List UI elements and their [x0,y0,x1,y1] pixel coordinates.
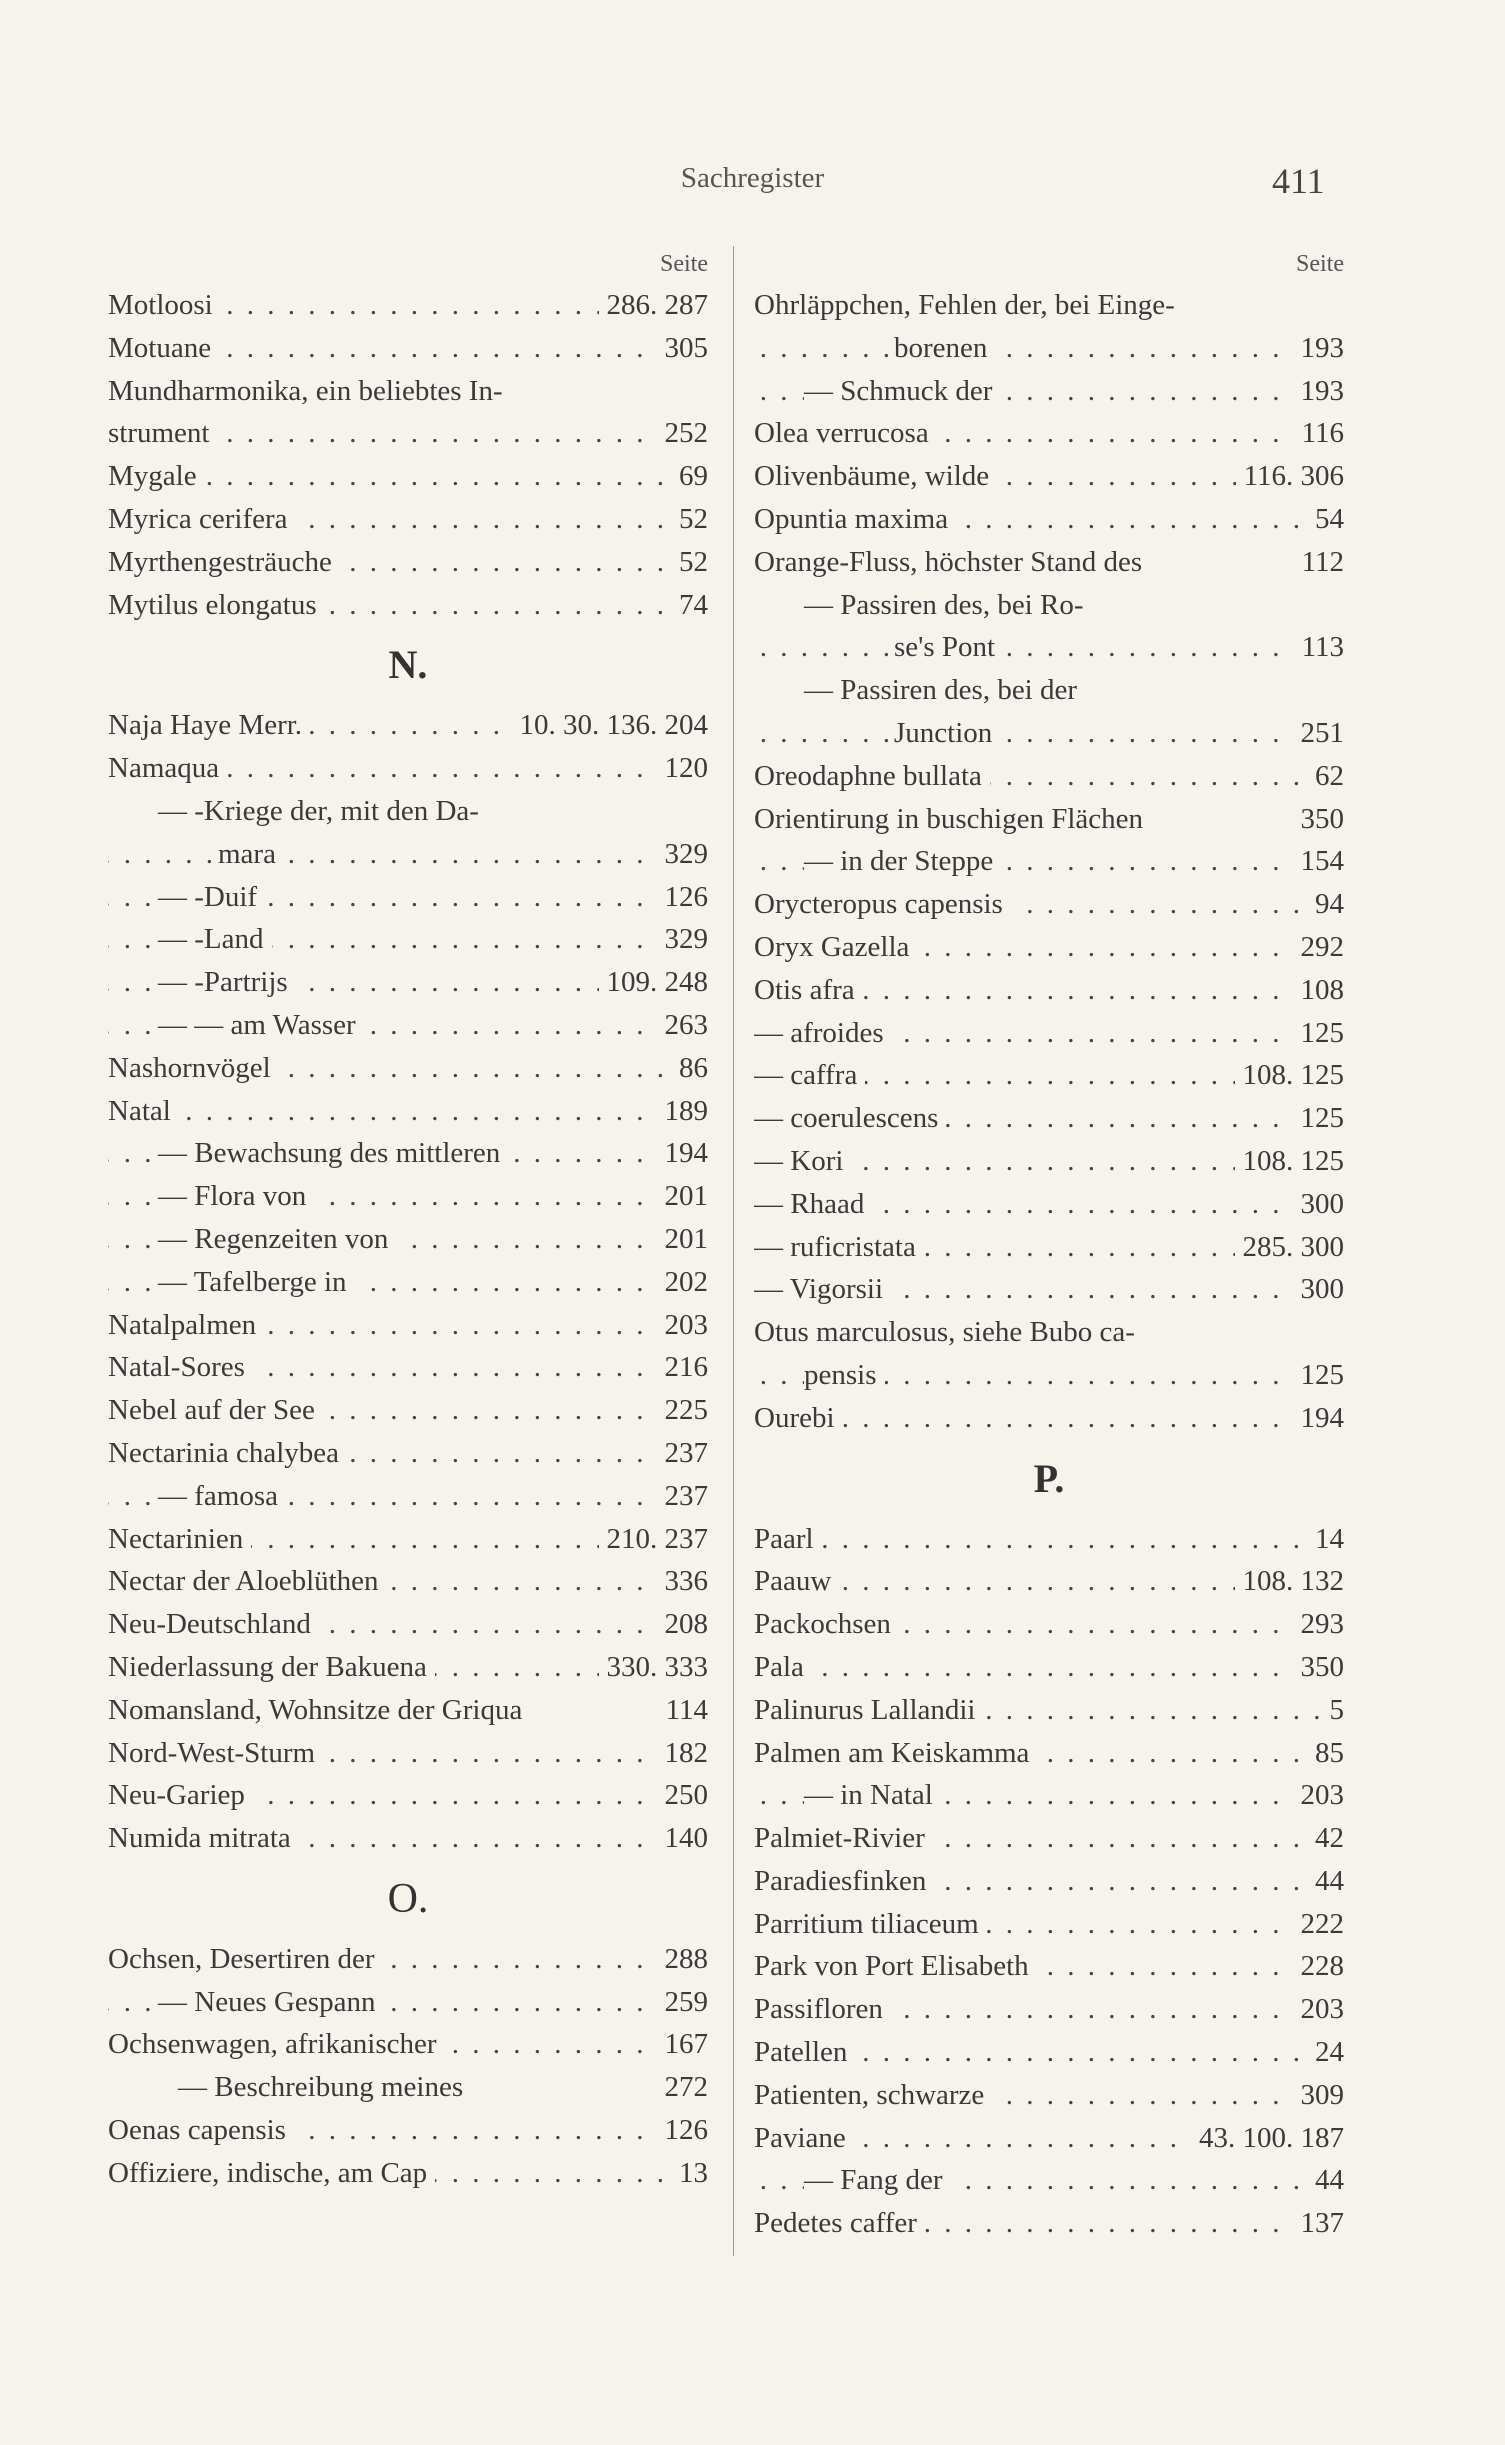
entry-pages: 252 [657,412,709,455]
entry-pages: 126 [657,876,709,919]
entry-term: . . . Niederlassung der Bakuena [108,1646,435,1689]
index-entry [108,1218,708,1261]
index-entry [754,1646,1344,1689]
index-entry [108,747,708,790]
index-entry [108,1560,708,1603]
entry-term: . . . Ourebi [754,1397,843,1440]
entry-term: . . . — Vigorsii [754,1268,891,1311]
entry-term: . . . — Schmuck der [804,370,1000,413]
entry-term: . . . se's Pont [894,626,1003,669]
entry-pages: 44 [1307,1860,1344,1903]
entry-pages: 182 [657,1732,709,1775]
entry-pages: 116. 306 [1236,455,1344,498]
index-entry [108,790,708,833]
index-entry [108,1732,708,1775]
entry-pages: 201 [657,1175,709,1218]
index-entry [754,327,1344,370]
entry-term: . . . borenen [894,327,995,370]
index-entry [108,704,708,747]
index-entry [754,1817,1344,1860]
entry-term: . . . Packochsen [754,1603,899,1646]
index-entry [754,2159,1344,2202]
entry-term: . . . — -Partrijs [158,961,296,1004]
seite-label: Seite [1296,251,1344,277]
entry-term: — -Kriege der, mit den Da- [158,790,487,833]
index-entry [754,755,1344,798]
index-entry [754,883,1344,926]
entry-pages: 154 [1293,840,1345,883]
entry-pages: 137 [1293,2202,1345,2245]
entry-term: . . . Mytilus elongatus [108,584,325,627]
index-entry [754,1689,1344,1732]
entry-pages: 350 [1293,798,1345,841]
index-entry [754,926,1344,969]
entry-term: . . . — Neues Gespann [158,1981,383,2024]
entry-term: . . . Palmen am Keiskamma [754,1732,1037,1775]
entry-pages: 350 [1293,1646,1345,1689]
entry-term: . . . Namaqua [108,747,227,790]
entry-term: . . . — famosa [158,1475,286,1518]
entry-term: Nomansland, Wohnsitze der Griqua [108,1689,530,1732]
section-letter: P. [1033,1455,1065,1501]
entry-pages: 114 [658,1689,708,1732]
entry-pages: 225 [657,1389,709,1432]
index-entry [108,1090,708,1133]
entry-term: . . . Ochsenwagen, afrikanischer [108,2023,445,2066]
index-entry [108,370,708,413]
entry-term: — Passiren des, bei Ro- [804,584,1092,627]
entry-pages: 329 [657,918,709,961]
entry-pages: 305 [657,327,709,370]
entry-term: . . . — Kori [754,1140,851,1183]
entry-pages: 14 [1307,1518,1344,1561]
index-entry [108,1646,708,1689]
entry-term: . . . — Bewachsung des mittleren [158,1132,508,1175]
right-column [754,244,1344,2245]
index-entry [108,1047,708,1090]
entry-pages: 52 [671,541,708,584]
index-entry [108,1603,708,1646]
entry-pages: 203 [1293,1774,1345,1817]
index-entry [108,1304,708,1347]
index-entry [754,1097,1344,1140]
entry-pages: 193 [1293,370,1345,413]
entry-pages: 74 [671,584,708,627]
entry-term: . . . Pala [754,1646,812,1689]
index-entry [754,1903,1344,1946]
index-entry [108,327,708,370]
entry-term: . . . Neu-Gariep [108,1774,253,1817]
entry-pages: 300 [1293,1268,1345,1311]
index-entry [754,669,1344,712]
index-entry [108,1432,708,1475]
index-entry [754,412,1344,455]
entry-pages: 208 [657,1603,709,1646]
index-entry [108,1004,708,1047]
entry-term: . . . Paradiesfinken [754,1860,934,1903]
section-letter: N. [388,642,428,688]
entry-pages: 336 [657,1560,709,1603]
entry-term: . . . Myrthengesträuche [108,541,340,584]
entry-pages: 272 [657,2066,709,2109]
entry-term: . . . Nectar der Aloeblüthen [108,1560,387,1603]
entry-term: . . . Paviane [754,2117,854,2160]
entry-term: . . . — — am Wasser [158,1004,364,1047]
index-entry [108,918,708,961]
entry-term: . . . Pedetes caffer [754,2202,925,2245]
index-entry [754,498,1344,541]
entry-term: Otus marculosus, siehe Bubo ca- [754,1311,1143,1354]
entry-pages: 86 [671,1047,708,1090]
index-entry [754,2074,1344,2117]
entry-pages: 112 [1294,541,1344,584]
index-entry [754,626,1344,669]
entry-term: . . . Olivenbäume, wilde [754,455,997,498]
entry-term: . . . Offiziere, indische, am Cap [108,2152,435,2195]
entry-term: . . . — Flora von [158,1175,314,1218]
entry-pages: 62 [1307,755,1344,798]
index-entry [108,1774,708,1817]
entry-term: . . . Natal [108,1090,179,1133]
entry-term: Mundharmonika, ein beliebtes In- [108,370,511,413]
index-entry [754,798,1344,841]
entry-term: . . . Natal-Sores [108,1346,253,1389]
entry-term: . . . pensis [804,1354,885,1397]
entry-term: . . . Nashornvögel [108,1047,279,1090]
entry-pages: 288 [657,1938,709,1981]
entry-term: . . . — Fang der [804,2159,951,2202]
entry-term: . . . Nebel auf der See [108,1389,323,1432]
index-entry [108,2152,708,2195]
entry-term: . . . Oryx Gazella [754,926,917,969]
index-entry [754,370,1344,413]
index-entry [754,1354,1344,1397]
entry-term: . . . — ruficristata [754,1226,924,1269]
index-entry [108,1132,708,1175]
entry-term: . . . Mygale [108,455,205,498]
entry-pages: 203 [1293,1988,1345,2031]
entry-pages: 201 [657,1218,709,1261]
index-entry [754,284,1344,327]
entry-term: . . . Natalpalmen [108,1304,264,1347]
entry-pages: 140 [657,1817,709,1860]
index-entry [108,412,708,455]
entry-pages: 167 [657,2023,709,2066]
entry-pages: 5 [1322,1689,1345,1732]
entry-term: . . . Oenas capensis [108,2109,294,2152]
entry-term: . . . Myrica cerifera [108,498,296,541]
index-entry [754,2117,1344,2160]
entry-pages: 193 [1293,327,1345,370]
entry-pages: 250 [657,1774,709,1817]
index-entry [754,2031,1344,2074]
entry-term: . . . mara [218,833,284,876]
entry-term: . . . — -Land [158,918,272,961]
index-entry [108,1938,708,1981]
entry-term: . . . Olea verrucosa [754,412,937,455]
entry-term: . . . Nectarinien [108,1518,251,1561]
column-divider [733,246,734,2256]
entry-term: . . . Park von Port Elisabeth [754,1945,1037,1988]
entry-pages: 300 [1293,1183,1345,1226]
entry-pages: 116 [1294,412,1344,455]
entry-pages: 263 [657,1004,709,1047]
index-entry [108,1175,708,1218]
running-head: Sachregister [680,162,825,194]
index-entry [108,1389,708,1432]
index-entry [754,1774,1344,1817]
entry-term: — Beschreibung meines [178,2066,471,2109]
entry-term: . . . Patellen [754,2031,855,2074]
entry-pages: 44 [1307,2159,1344,2202]
index-entry [754,1183,1344,1226]
entry-pages: 194 [1293,1397,1345,1440]
entry-pages: 108. 125 [1235,1054,1345,1097]
index-entry [108,961,708,1004]
index-entry [108,1817,708,1860]
index-entry [108,541,708,584]
entry-term: . . . Palmiet-Rivier [754,1817,933,1860]
entry-pages: 202 [657,1261,709,1304]
entry-pages: 222 [1293,1903,1345,1946]
entry-term: Orientirung in buschigen Flächen [754,798,1151,841]
index-entry [108,1261,708,1304]
index-entry [754,2202,1344,2245]
index-entry [754,969,1344,1012]
index-entry [754,1860,1344,1903]
entry-pages: 42 [1307,1817,1344,1860]
entry-pages: 125 [1293,1354,1345,1397]
entry-pages: 52 [671,498,708,541]
entry-pages: 228 [1293,1945,1345,1988]
entry-term: . . . Nectarinia chalybea [108,1432,347,1475]
entry-term: . . . — in der Steppe [804,840,1001,883]
entry-term: . . . — Rhaad [754,1183,872,1226]
entry-term: . . . Motuane [108,327,219,370]
left-column [108,244,708,2195]
section-letter: O. [387,1875,429,1922]
entry-pages: 120 [657,747,709,790]
entry-term: Ohrläppchen, Fehlen der, bei Einge- [754,284,1183,327]
index-entry [108,455,708,498]
index-entry [108,1689,708,1732]
index-entry [108,1346,708,1389]
entry-term: . . . Passifloren [754,1988,891,2031]
entry-term: . . . — in Natal [804,1774,941,1817]
entry-pages: 292 [1293,926,1345,969]
entry-term: Orange-Fluss, höchster Stand des [754,541,1150,584]
index-entry [108,584,708,627]
entry-pages: 293 [1293,1603,1345,1646]
page-number: 411 [1272,161,1325,201]
entry-pages: 108. 125 [1235,1140,1345,1183]
index-entry [108,1475,708,1518]
entry-pages: 13 [671,2152,708,2195]
entry-term: . . . Numida mitrata [108,1817,299,1860]
entry-pages: 126 [657,2109,709,2152]
entry-term: . . . Opuntia maxima [754,498,956,541]
index-entry [108,498,708,541]
index-entry [754,1945,1344,1988]
index-entry [754,1732,1344,1775]
index-entry [754,1268,1344,1311]
entry-term: . . . Motloosi [108,284,221,327]
index-entry [754,541,1344,584]
entry-pages: 237 [657,1475,709,1518]
entry-pages: 113 [1294,626,1344,669]
entry-pages: 329 [657,833,709,876]
entry-term: . . . Paarl [754,1518,822,1561]
index-entry [754,584,1344,627]
index-entry [108,2023,708,2066]
index-entry [754,1518,1344,1561]
entry-term: . . . — Regenzeiten von [158,1218,396,1261]
entry-pages: 330. 333 [599,1646,709,1689]
entry-term: . . . — -Duif [158,876,265,919]
entry-pages: 85 [1307,1732,1344,1775]
index-entry [754,1988,1344,2031]
entry-pages: 189 [657,1090,709,1133]
entry-term: . . . — coerulescens [754,1097,946,1140]
entry-pages: 309 [1293,2074,1345,2117]
entry-pages: 216 [657,1346,709,1389]
index-entry [754,840,1344,883]
index-entry [108,2109,708,2152]
entry-pages: 125 [1293,1012,1345,1055]
entry-term: . . . Palinurus Lallandii [754,1689,984,1732]
index-entry [754,1603,1344,1646]
entry-term: . . . Orycteropus capensis [754,883,1011,926]
entry-pages: 94 [1307,883,1344,926]
entry-term: . . . — Tafelberge in [158,1261,355,1304]
index-entry [108,284,708,327]
entry-term: . . . Paauw [754,1560,839,1603]
entry-term: . . . strument [108,412,218,455]
entry-pages: 237 [657,1432,709,1475]
entry-pages: 251 [1293,712,1345,755]
entry-pages: 286. 287 [599,284,709,327]
index-entry [108,1981,708,2024]
index-entry [754,1311,1344,1354]
entry-term: . . . — afroides [754,1012,892,1055]
index-entry [108,833,708,876]
index-entry [754,1012,1344,1055]
entry-term: . . . Oreodaphne bullata [754,755,990,798]
index-entry [754,1140,1344,1183]
entry-pages: 203 [657,1304,709,1347]
index-entry [754,712,1344,755]
entry-pages: 24 [1307,2031,1344,2074]
entry-term: . . . Junction [894,712,1000,755]
entry-term: . . . Nord-West-Sturm [108,1732,323,1775]
index-entry [754,455,1344,498]
index-entry [108,876,708,919]
entry-term: . . . — caffra [754,1054,865,1097]
entry-pages: 43. 100. 187 [1191,2117,1344,2160]
entry-pages: 285. 300 [1235,1226,1345,1269]
index-entry [754,1054,1344,1097]
index-entry [754,1397,1344,1440]
entry-pages: 194 [657,1132,709,1175]
index-entry [108,1518,708,1561]
entry-term: . . . Parritium tiliaceum [754,1903,987,1946]
index-entry [754,1226,1344,1269]
entry-pages: 210. 237 [599,1518,709,1561]
entry-pages: 108 [1293,969,1345,1012]
entry-pages: 259 [657,1981,709,2024]
entry-term: . . . Ochsen, Desertiren der [108,1938,383,1981]
index-entry [754,1560,1344,1603]
entry-pages: 69 [671,455,708,498]
index-entry [108,2066,708,2109]
entry-pages: 125 [1293,1097,1345,1140]
entry-term: . . . Neu-Deutschland [108,1603,319,1646]
entry-pages: 10. 30. 136. 204 [512,704,709,747]
entry-pages: 109. 248 [599,961,709,1004]
entry-term: . . . Patienten, schwarze [754,2074,992,2117]
entry-term: . . . Naja Haye Merr. [108,704,310,747]
entry-pages: 108. 132 [1235,1560,1345,1603]
seite-label: Seite [660,251,708,277]
entry-term: . . . Otis afra [754,969,863,1012]
entry-term: — Passiren des, bei der [804,669,1085,712]
entry-pages: 54 [1307,498,1344,541]
